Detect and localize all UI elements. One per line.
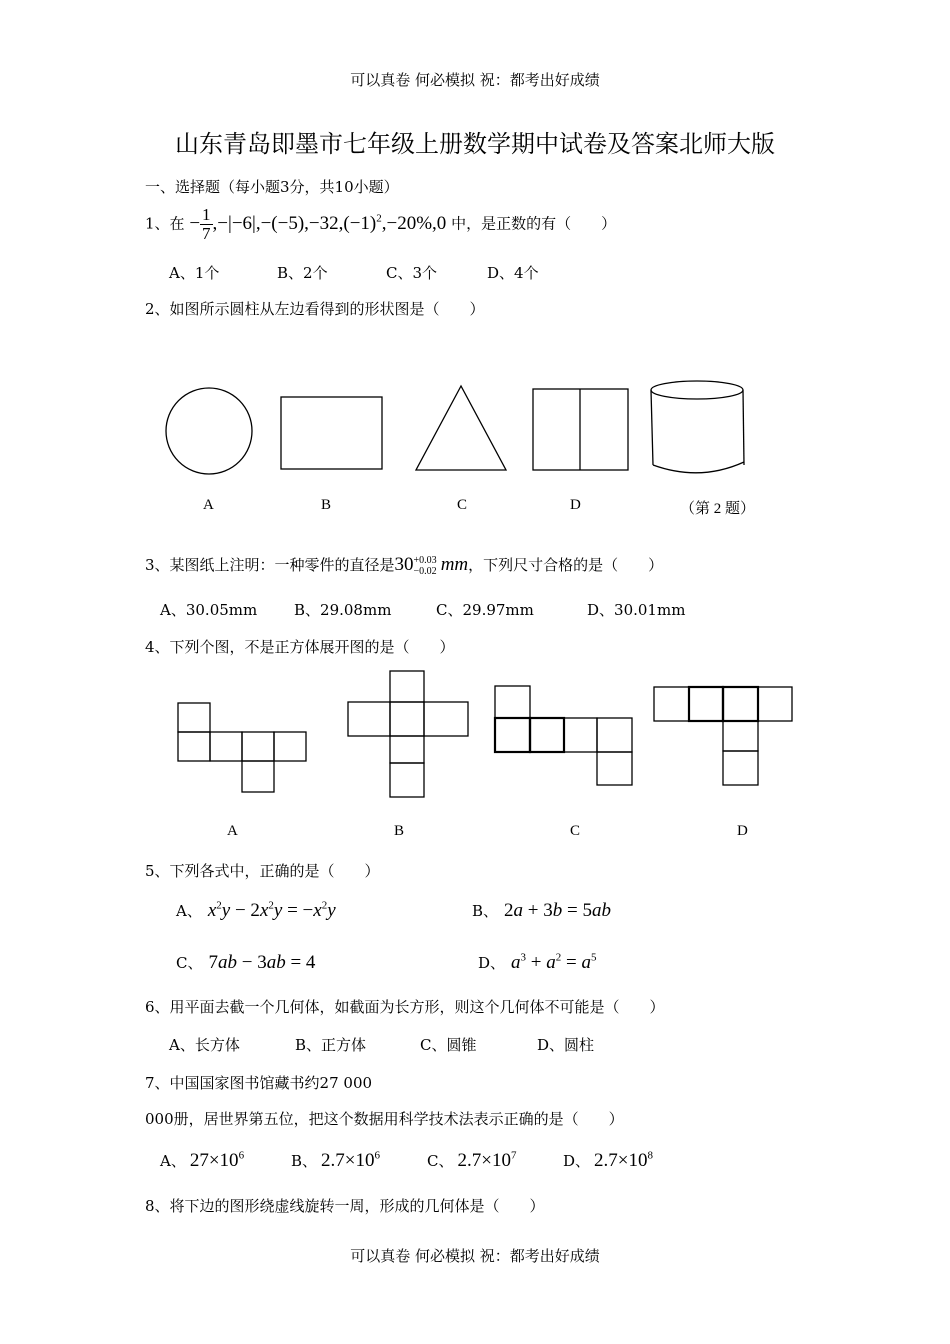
q1-suffix: 中，是正数的有（ ） <box>451 214 617 233</box>
q4-label-c: C <box>570 823 581 839</box>
q7-option-c: C、 $2.7\times 10^7$ <box>427 1149 517 1171</box>
q4-net-d <box>654 687 792 785</box>
q2-figure-caption: （第 2 题） <box>680 501 756 517</box>
q6-option-d: D、圆柱 <box>537 1036 595 1054</box>
q7-option-b: B、 $2.7\times 10^6$ <box>291 1149 380 1171</box>
question-2: 2、如图所示圆柱从左边看得到的形状图是（ ） <box>145 300 485 318</box>
question-8: 8、将下边的图形绕虚线旋转一周，形成的几何体是（ ） <box>145 1197 545 1215</box>
q4-net-c <box>495 686 632 785</box>
q2-label-b: B <box>321 497 332 513</box>
q1-prefix: 1、在 <box>145 214 185 233</box>
question-7-line-2: 000册，居世界第五位，把这个数据用科学技术法表示正确的是（ ） <box>145 1110 624 1128</box>
question-3 <box>145 554 663 577</box>
page-header: 可以真卷 何必模拟 祝：都考出好成绩 <box>350 71 600 89</box>
section-heading: 一、选择题（每小题3分，共10小题） <box>145 178 399 196</box>
question-4: 4、下列个图，不是正方体展开图的是（ ） <box>145 638 455 656</box>
q3-option-a: A、30.05mm <box>160 601 258 619</box>
q4-label-b: B <box>394 823 405 839</box>
q5-option-d: D、 $a^3 + a^2 = a^5$ <box>478 951 597 973</box>
q1-expression: − $\frac{1}{7}$ $,-|-6|,-(-5),-32,(-1)^2,-20\%,0$ <box>189 205 447 243</box>
q2-fig-b-rectangle <box>281 397 382 469</box>
q2-fig-a-circle <box>166 388 252 474</box>
question-6: 6、用平面去截一个几何体，如截面为长方形，则这个几何体不可能是（ ） <box>145 998 665 1016</box>
q5-option-b: B、 2a + 3b = 5ab <box>472 900 611 921</box>
page-footer: 可以真卷 何必模拟 祝：都考出好成绩 <box>350 1247 600 1265</box>
question-7-line-1: 7、中国国家图书馆藏书约27 000 <box>145 1074 373 1092</box>
q2-cylinder <box>651 381 744 473</box>
q6-option-b: B、正方体 <box>295 1036 367 1054</box>
q5-option-c: C、 7ab − 3ab = 4 <box>176 952 316 973</box>
q4-net-a <box>178 703 306 792</box>
q3-tolerance: 30 +0.03 −0.02 mm <box>394 554 469 577</box>
q6-option-a: A、长方体 <box>169 1036 240 1054</box>
q1-option-b: B、2个 <box>277 264 328 282</box>
q3-suffix: ，下列尺寸合格的是（ ） <box>468 556 664 574</box>
q7-option-a: A、 $27\times 10^6$ <box>160 1149 245 1171</box>
q2-label-d: D <box>570 497 581 513</box>
q7-option-d: D、 $2.7\times 10^8$ <box>563 1149 653 1171</box>
q4-net-b <box>348 671 468 797</box>
q3-option-b: B、29.08mm <box>294 601 392 619</box>
q6-option-c: C、圆锥 <box>420 1036 477 1054</box>
q3-prefix: 3、某图纸上注明：一种零件的直径是 <box>145 556 395 574</box>
q1-option-c: C、3个 <box>386 264 438 282</box>
q2-label-a: A <box>203 497 214 513</box>
q2-label-c: C <box>457 497 468 513</box>
page-title: 山东青岛即墨市七年级上册数学期中试卷及答案北师大版 <box>175 130 775 158</box>
q5-option-a: A、 $x^2y - 2x^2y = -x^2y$ <box>176 899 336 921</box>
q2-fig-d-split-rectangle <box>533 389 628 470</box>
q1-option-a: A、1个 <box>169 264 220 282</box>
q4-label-d: D <box>737 823 748 839</box>
q3-option-c: C、29.97mm <box>436 601 534 619</box>
q1-option-d: D、4个 <box>487 264 539 282</box>
question-5: 5、下列各式中，正确的是（ ） <box>145 862 380 880</box>
q4-label-a: A <box>227 823 238 839</box>
q2-fig-c-triangle <box>416 386 506 470</box>
q3-option-d: D、30.01mm <box>587 601 686 619</box>
